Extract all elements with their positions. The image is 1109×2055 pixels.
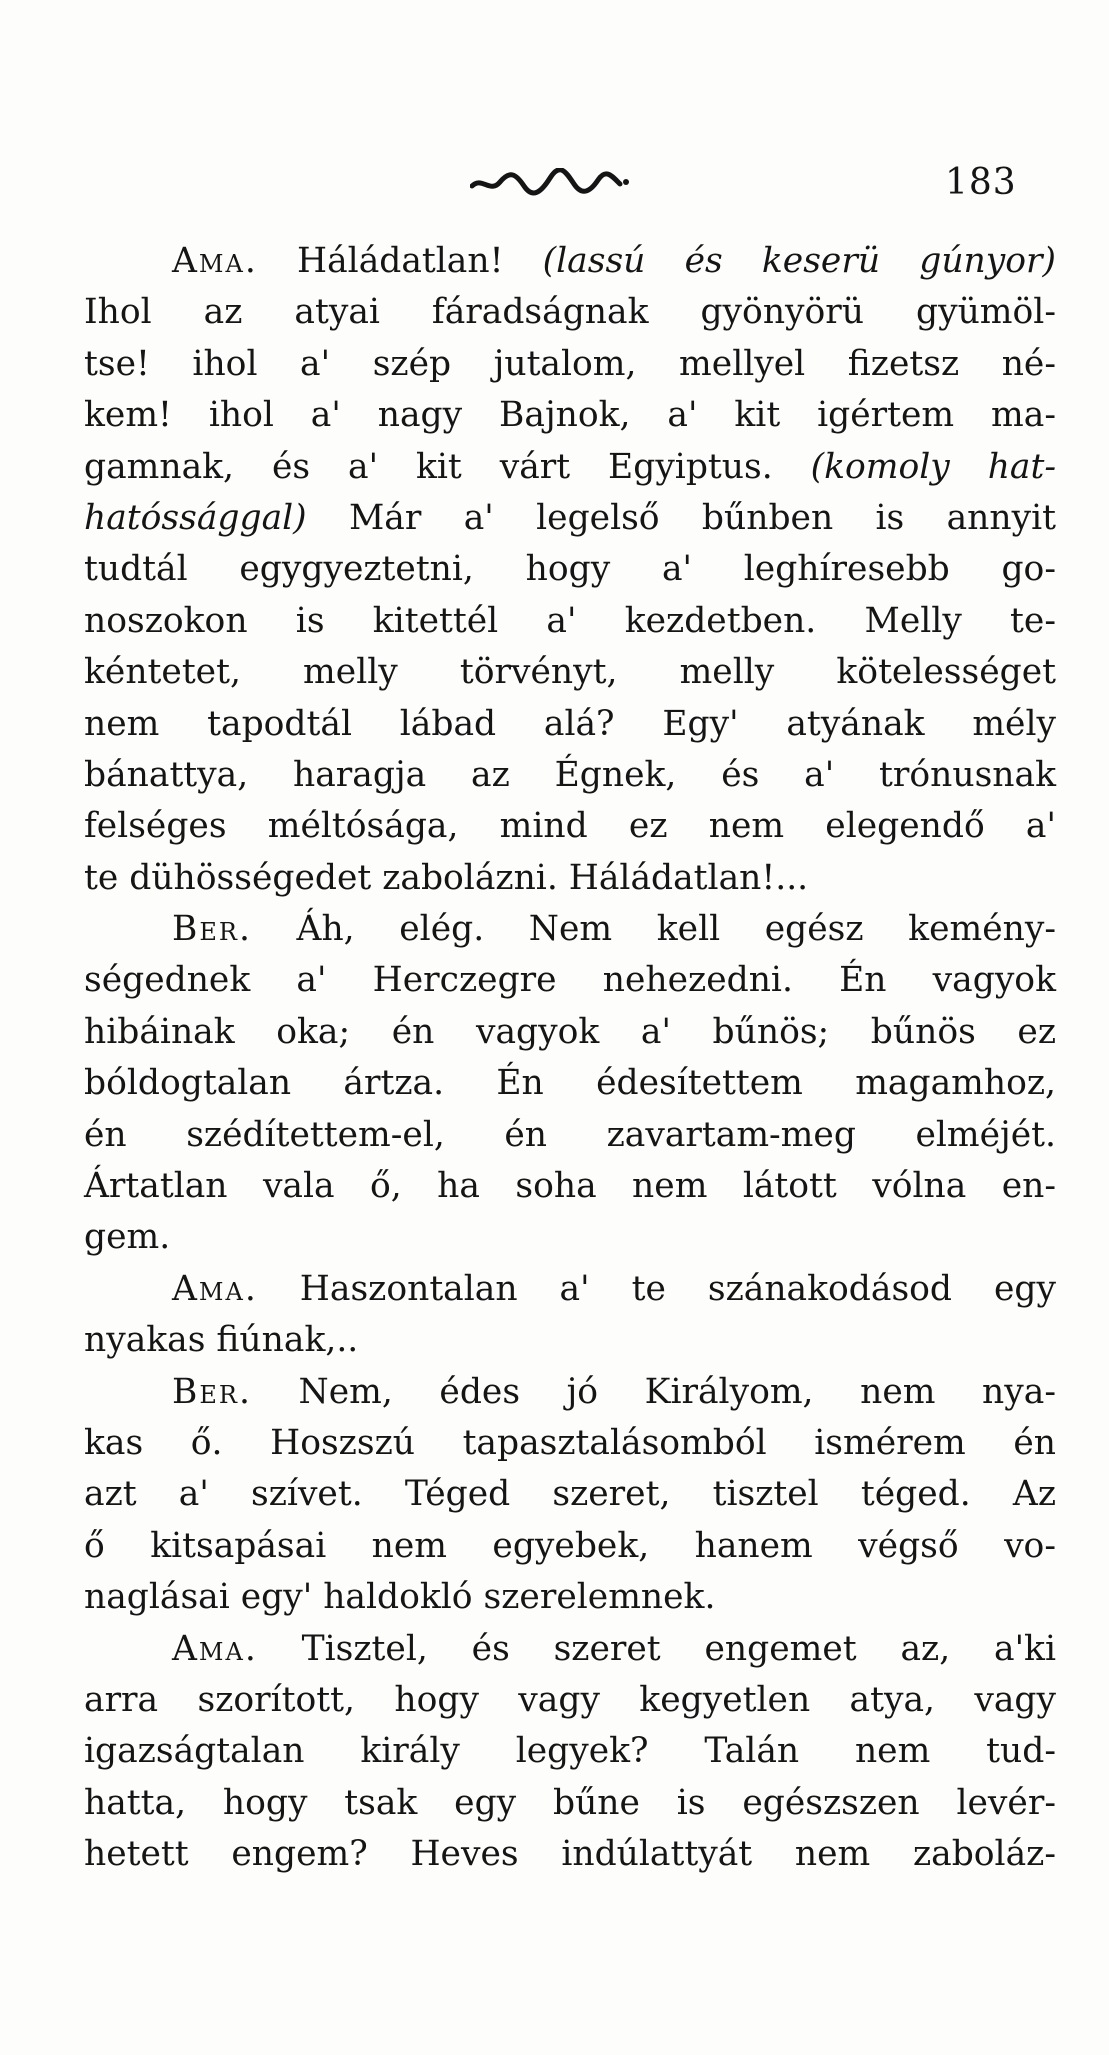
text-line xyxy=(84,1058,1056,1109)
line-text: hetett engem? Heves indúlattyát nem zaboláz- xyxy=(84,1834,1056,1875)
stage-direction: hatóssággal) xyxy=(84,497,307,538)
line-text: tudtál egygyeztetni, hogy a' leghíresebb go- xyxy=(84,549,1056,590)
text-line xyxy=(84,1007,1056,1058)
line-text: azt a' szívet. Téged szeret, tisztel téged. Az xyxy=(84,1474,1056,1515)
stage-direction: (lassú és keserü gúnyor) xyxy=(542,241,1056,281)
text-line xyxy=(84,1418,1056,1469)
line-text: kas ő. Hoszszú tapasztalásomból ismérem én xyxy=(84,1422,1056,1463)
speech-first-line xyxy=(84,236,1056,287)
speech-first-line xyxy=(84,1264,1056,1315)
line-text: gem. xyxy=(84,1217,171,1258)
line-text: Tisztel, és szeret engemet az, a'ki xyxy=(257,1628,1056,1669)
text-line xyxy=(84,801,1056,852)
speaker-name: Ber. xyxy=(172,909,252,950)
body-text xyxy=(84,236,1056,1881)
line-text: ségednek a' Herczegre nehezedni. Én vagyok xyxy=(84,960,1056,1001)
text-line xyxy=(84,750,1056,801)
line-text: noszokon is kitettél a' kezdetben. Melly te- xyxy=(84,600,1056,641)
line-text: igazságtalan király legyek? Talán nem tud- xyxy=(84,1731,1056,1772)
line-text: ő kitsapásai nem egyebek, hanem végső vo- xyxy=(84,1525,1056,1566)
text-line xyxy=(84,1110,1056,1161)
line-text: én szédítettem-el, én zavartam-meg elméjét. xyxy=(84,1114,1056,1155)
text-line xyxy=(84,699,1056,750)
text-line xyxy=(84,955,1056,1006)
line-text: kéntetet, melly törvényt, melly kötelességet xyxy=(84,652,1056,693)
line-text: Nem, édes jó Királyom, nem nya- xyxy=(251,1371,1056,1412)
text-line xyxy=(84,1675,1056,1726)
line-text: nem tapodtál lábad alá? Egy' atyának mély xyxy=(84,703,1056,744)
page-number: 183 xyxy=(945,162,1017,203)
text-line xyxy=(84,853,1056,904)
line-text: Haszontalan a' te szánakodásod egy xyxy=(257,1268,1056,1309)
line-text: nyakas fiúnak,.. xyxy=(84,1320,359,1361)
text-line xyxy=(84,1726,1056,1777)
text-line xyxy=(84,1315,1056,1366)
text-line xyxy=(84,390,1056,441)
speaker-name: Ama. xyxy=(172,1628,258,1669)
line-text: Áh, elég. Nem kell egész kemény- xyxy=(251,909,1056,950)
line-text: bánattya, haragja az Égnek, és a' trónusnak xyxy=(84,754,1056,795)
speaker-name: Ber. xyxy=(172,1371,252,1412)
stage-direction: (komoly hat- xyxy=(810,446,1057,487)
speech-first-line xyxy=(84,1367,1056,1418)
line-text: Ihol az atyai fáradságnak gyönyörü gyümöl- xyxy=(84,292,1056,333)
text-line xyxy=(84,1212,1056,1263)
text-line xyxy=(84,544,1056,595)
printer-ornament-icon xyxy=(470,168,630,196)
speech-first-line xyxy=(84,904,1056,955)
text-line xyxy=(84,1161,1056,1212)
line-text: Már a' legelső bűnben is annyit xyxy=(306,497,1056,538)
line-text: hibáinak oka; én vagyok a' bűnös; bűnös ez xyxy=(84,1011,1056,1052)
text-line xyxy=(84,1572,1056,1623)
text-line xyxy=(84,1469,1056,1520)
speaker-name: Ama. xyxy=(172,241,258,281)
line-text: tse! ihol a' szép jutalom, mellyel fizetsz né- xyxy=(84,343,1056,384)
line-text: Háládatlan! xyxy=(257,241,543,281)
line-text: felséges méltósága, mind ez nem elegendő a' xyxy=(84,806,1056,847)
line-text: gamnak, és a' kit várt Egyiptus. xyxy=(84,446,811,487)
text-line xyxy=(84,339,1056,390)
text-line xyxy=(84,596,1056,647)
text-line xyxy=(84,287,1056,338)
speaker-name: Ama. xyxy=(172,1268,258,1309)
text-line xyxy=(84,442,1056,493)
text-line xyxy=(84,647,1056,698)
text-line xyxy=(84,1829,1056,1880)
line-text: Ártatlan vala ő, ha soha nem látott vólna en- xyxy=(84,1166,1056,1207)
text-line xyxy=(84,1521,1056,1572)
line-text: kem! ihol a' nagy Bajnok, a' kit igértem ma- xyxy=(84,395,1056,436)
line-text: hatta, hogy tsak egy bűne is egészszen levér- xyxy=(84,1782,1056,1823)
speech-first-line xyxy=(84,1624,1056,1675)
line-text: naglásai egy' haldokló szerelemnek. xyxy=(84,1577,716,1618)
line-text: bóldogtalan ártza. Én édesítettem magamhoz, xyxy=(84,1063,1056,1104)
text-line xyxy=(84,1778,1056,1829)
line-text: te dühösségedet zabolázni. Háládatlan!... xyxy=(84,857,809,898)
text-line xyxy=(84,493,1056,544)
line-text: arra szorított, hogy vagy kegyetlen atya, vagy xyxy=(84,1679,1056,1720)
